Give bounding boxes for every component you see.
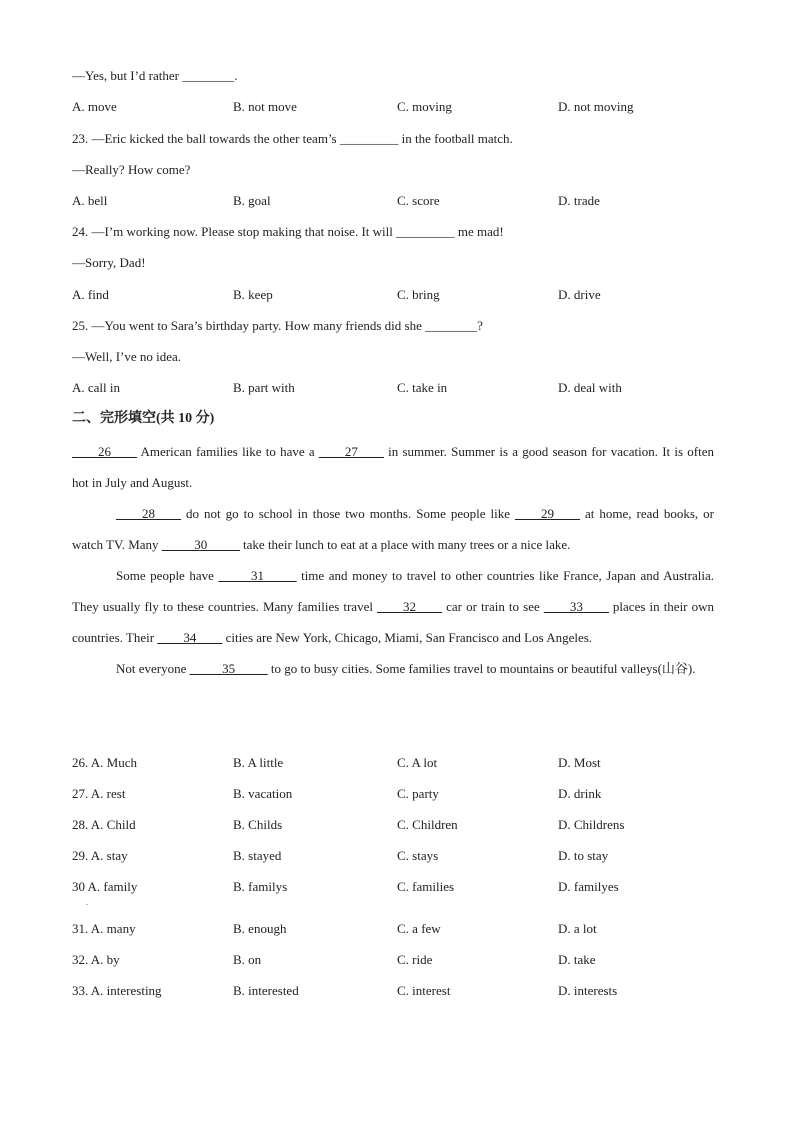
q24-option-d[interactable]: D. drive <box>558 287 601 302</box>
choice-31-d[interactable]: D. a lot <box>558 921 597 936</box>
passage-text: places in their own countries. Their <box>72 599 714 645</box>
choice-number: 33. <box>72 983 89 998</box>
blank-28: ____28____ <box>116 506 181 521</box>
choice-26-b[interactable]: B. A little <box>233 755 284 770</box>
q22-option-b[interactable]: B. not move <box>233 99 297 114</box>
blank-34: ____34____ <box>157 630 223 645</box>
blank-27: ____27____ <box>318 444 384 459</box>
choice-29-a[interactable] <box>72 848 128 864</box>
choice-28-d[interactable]: D. Childrens <box>558 817 625 832</box>
choice-32-a[interactable] <box>72 952 120 968</box>
blank-32: ____32____ <box>377 599 443 614</box>
q23-stem: 23. —Eric kicked the ball towards the other team’s _________ in the football match. <box>72 131 513 146</box>
blank-30: _____30_____ <box>161 537 240 552</box>
choice-33-c[interactable]: C. interest <box>397 983 451 998</box>
choice-29-b[interactable]: B. stayed <box>233 848 282 863</box>
q22-option-d[interactable]: D. not moving <box>558 99 634 114</box>
q23-option-c[interactable]: C. score <box>397 193 440 208</box>
choice-text: A. Child <box>90 817 136 832</box>
q22-reply: —Yes, but I’d rather ________. <box>72 68 238 83</box>
choice-32-c[interactable]: C. ride <box>397 952 433 967</box>
choice-number: 32. <box>72 952 89 967</box>
stray-mark: . <box>86 898 88 907</box>
choice-31-a[interactable] <box>72 921 136 937</box>
passage-paragraph-3 <box>72 560 714 653</box>
section-title: 二、完形填空(共 10 分) <box>72 411 215 426</box>
passage-text: take their lunch to eat at a place with many trees or a nice lake. <box>239 537 571 552</box>
choice-28-a[interactable] <box>72 817 136 833</box>
choice-text: A. rest <box>90 786 126 801</box>
blank-35: _____35_____ <box>189 661 268 676</box>
choice-32-b[interactable]: B. on <box>233 952 262 967</box>
blank-33: ____33____ <box>543 599 609 614</box>
q24-stem: 24. —I’m working now. Please stop making that noise. It will _________ me mad! <box>72 224 504 239</box>
passage-text: to go to busy cities. Some families travel to mountains or beautiful valleys(山谷). <box>267 661 696 676</box>
choice-number: 30 <box>72 879 85 894</box>
choice-33-b[interactable]: B. interested <box>233 983 299 998</box>
choice-29-d[interactable]: D. to stay <box>558 848 609 863</box>
q25-option-c[interactable]: C. take in <box>397 380 448 395</box>
choice-number: 26. <box>72 755 89 770</box>
q25-stem: 25. —You went to Sara’s birthday party. How many friends did she ________? <box>72 318 483 333</box>
choice-26-a[interactable] <box>72 755 137 771</box>
choice-text: A. interesting <box>90 983 162 998</box>
q22-option-c[interactable]: C. moving <box>397 99 452 114</box>
choice-33-a[interactable] <box>72 983 162 999</box>
passage-paragraph-2 <box>72 498 714 560</box>
passage-text: time and money to travel to other countries like France, Japan and Australia. They usually fly to these countries. Many families travel <box>72 568 714 614</box>
choice-text: A. Much <box>90 755 138 770</box>
choice-27-c[interactable]: C. party <box>397 786 439 801</box>
passage-text: Some people have <box>116 568 219 583</box>
choice-number: 29. <box>72 848 89 863</box>
cloze-passage <box>72 436 714 684</box>
passage-paragraph-4 <box>72 653 714 684</box>
choice-text: A. family <box>87 879 138 894</box>
choice-number: 27. <box>72 786 89 801</box>
q25-option-b[interactable]: B. part with <box>233 380 295 395</box>
choice-27-a[interactable] <box>72 786 125 802</box>
q25-option-d[interactable]: D. deal with <box>558 380 622 395</box>
choice-28-c[interactable]: C. Children <box>397 817 458 832</box>
choice-28-b[interactable]: B. Childs <box>233 817 283 832</box>
choice-number: 28. <box>72 817 89 832</box>
blank-31: _____31_____ <box>218 568 297 583</box>
q22-option-a[interactable]: A. move <box>72 99 117 114</box>
q25-option-a[interactable]: A. call in <box>72 380 121 395</box>
choice-26-d[interactable]: D. Most <box>558 755 601 770</box>
choice-27-b[interactable]: B. vacation <box>233 786 293 801</box>
choice-26-c[interactable]: C. A lot <box>397 755 438 770</box>
q25-reply: —Well, I’ve no idea. <box>72 349 182 364</box>
choice-32-d[interactable]: D. take <box>558 952 596 967</box>
passage-text: do not go to school in those two months. Some people like <box>181 506 515 521</box>
q24-reply: —Sorry, Dad! <box>72 255 146 270</box>
choice-29-c[interactable]: C. stays <box>397 848 439 863</box>
q23-option-a[interactable]: A. bell <box>72 193 108 208</box>
blank-26: ____26____ <box>72 444 137 459</box>
choice-27-d[interactable]: D. drink <box>558 786 602 801</box>
q23-reply: —Really? How come? <box>72 162 191 177</box>
q23-option-b[interactable]: B. goal <box>233 193 271 208</box>
passage-paragraph-1 <box>72 436 714 498</box>
choice-text: A. stay <box>90 848 128 863</box>
passage-text: cities are New York, Chicago, Miami, San Francisco and Los Angeles. <box>222 630 593 645</box>
passage-text: at home, read books, or watch TV. Many <box>72 506 714 552</box>
passage-text: car or train to see <box>442 599 544 614</box>
blank-29: ____29____ <box>514 506 580 521</box>
choice-30-d[interactable]: D. familyes <box>558 879 619 894</box>
choice-30-a[interactable] <box>72 879 137 895</box>
q23-option-d[interactable]: D. trade <box>558 193 600 208</box>
choice-30-b[interactable]: B. familys <box>233 879 288 894</box>
choice-31-c[interactable]: C. a few <box>397 921 441 936</box>
choice-number: 31. <box>72 921 89 936</box>
choice-30-c[interactable]: C. families <box>397 879 455 894</box>
q24-option-c[interactable]: C. bring <box>397 287 440 302</box>
passage-text: Not everyone <box>116 661 190 676</box>
choice-31-b[interactable]: B. enough <box>233 921 287 936</box>
choice-text: A. many <box>90 921 136 936</box>
choice-text: A. by <box>90 952 120 967</box>
q24-option-b[interactable]: B. keep <box>233 287 273 302</box>
passage-text: in summer. Summer is a good season for vacation. It is often hot in July and August. <box>72 444 714 490</box>
q24-option-a[interactable]: A. find <box>72 287 109 302</box>
passage-text: American families like to have a <box>137 444 319 459</box>
choice-33-d[interactable]: D. interests <box>558 983 618 998</box>
